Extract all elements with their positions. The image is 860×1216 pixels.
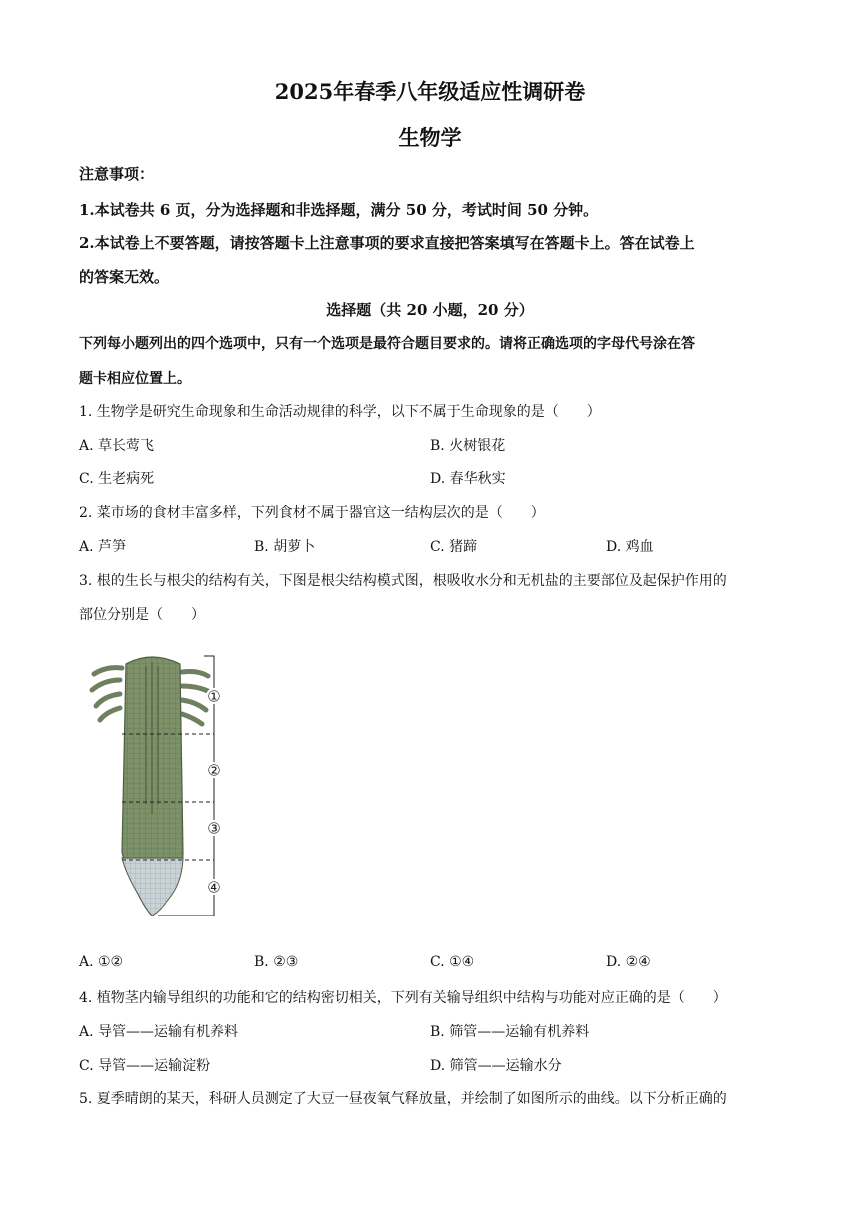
question-3-option-c: C. ①④ [430, 954, 475, 970]
subject-title: 生物学 [398, 125, 462, 150]
exam-title: 2025年春季八年级适应性调研卷 [274, 79, 586, 104]
question-3-stem-line-2: 部位分别是（ ） [79, 607, 205, 623]
section-title: 选择题（共 20 小题，20 分） [326, 301, 534, 319]
question-1-option-b: B. 火树银花 [430, 438, 506, 454]
question-1-option-a: A. 草长莺飞 [79, 438, 155, 454]
root-tip-diagram [86, 654, 236, 916]
zone-label-3: ③ [207, 819, 221, 838]
question-1-option-d: D. 春华秋实 [430, 471, 506, 487]
notice-item-1: 1.本试卷共 6 页，分为选择题和非选择题，满分 50 分，考试时间 50 分钟。 [79, 201, 599, 219]
question-3-option-a: A. ①② [79, 954, 124, 970]
question-2-option-b: B. 胡萝卜 [254, 539, 316, 555]
zone-label-4: ④ [207, 878, 221, 897]
question-1-stem: 1. 生物学是研究生命现象和生命活动规律的科学，以下不属于生命现象的是（ ） [79, 404, 601, 420]
question-4-option-a: A. 导管——运输有机养料 [79, 1024, 239, 1040]
question-1-option-c: C. 生老病死 [79, 471, 155, 487]
question-3-option-d: D. ②④ [606, 954, 651, 970]
question-4-option-c: C. 导管——运输淀粉 [79, 1058, 211, 1074]
question-2-option-a: A. 芦笋 [79, 539, 127, 555]
question-3-stem-line-1: 3. 根的生长与根尖的结构有关，下图是根尖结构模式图，根吸收水分和无机盐的主要部位及起保护作用的 [79, 573, 727, 589]
question-2-stem: 2. 菜市场的食材丰富多样，下列食材不属于器官这一结构层次的是（ ） [79, 505, 545, 521]
section-instruction-line-2: 题卡相应位置上。 [79, 371, 191, 387]
question-4-stem: 4. 植物茎内输导组织的功能和它的结构密切相关，下列有关输导组织中结构与功能对应正确的是（ ） [79, 990, 727, 1006]
question-2-option-d: D. 鸡血 [606, 539, 654, 555]
root-cap [122, 858, 183, 916]
section-instruction-line-1: 下列每小题列出的四个选项中，只有一个选项是最符合题目要求的。请将正确选项的字母代号涂在答 [79, 336, 695, 352]
question-4-option-b: B. 筛管——运输有机养料 [430, 1024, 590, 1040]
question-4-option-d: D. 筛管——运输水分 [430, 1058, 562, 1074]
zone-label-2: ② [207, 761, 221, 780]
question-5-stem: 5. 夏季晴朗的某天，科研人员测定了大豆一昼夜氧气释放量，并绘制了如图所示的曲线。以下分析正确的 [79, 1091, 727, 1107]
notice-item-2-line-2: 的答案无效。 [79, 268, 170, 286]
question-2-option-c: C. 猪蹄 [430, 539, 478, 555]
notice-heading: 注意事项： [79, 165, 155, 183]
question-3-option-b: B. ②③ [254, 954, 299, 970]
zone-label-1: ① [207, 687, 221, 706]
notice-item-2-line-1: 2.本试卷上不要答题，请按答题卡上注意事项的要求直接把答案填写在答题卡上。答在试卷上 [79, 234, 695, 252]
